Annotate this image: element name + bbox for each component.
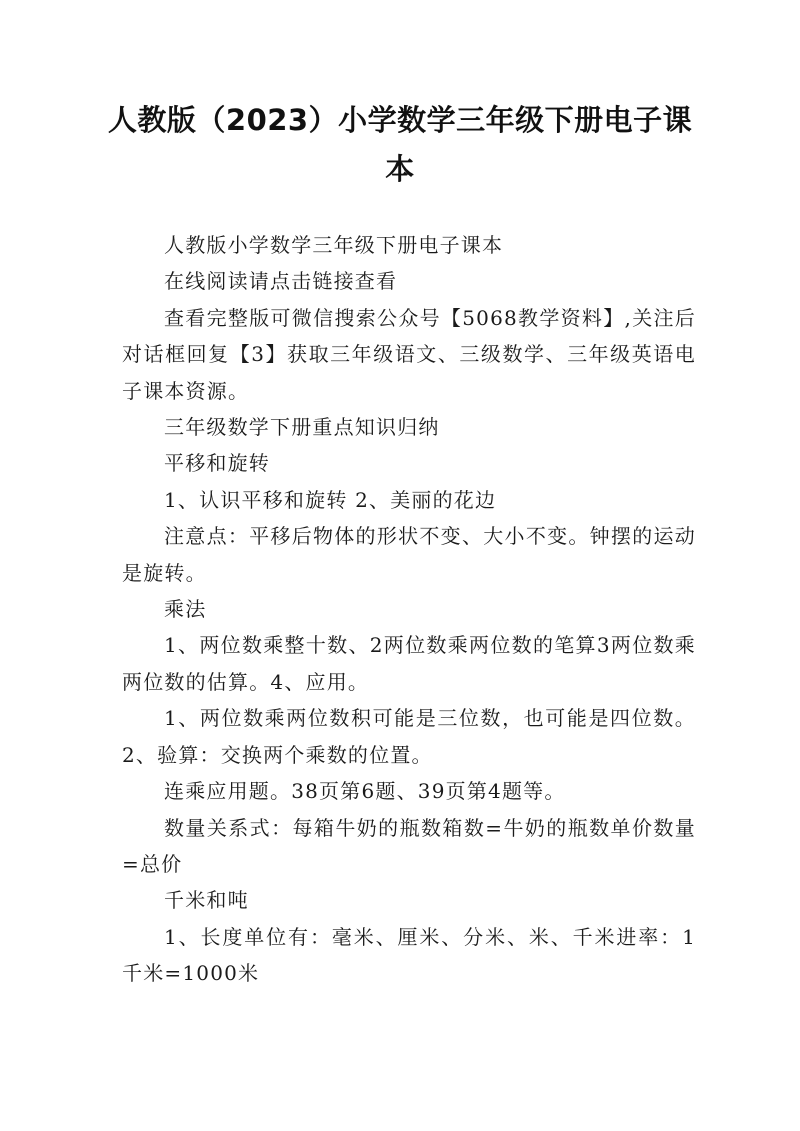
paragraph: 数量关系式：每箱牛奶的瓶数箱数=牛奶的瓶数单价数量=总价 [122, 815, 696, 876]
document-body [122, 227, 696, 992]
section-heading: 乘法 [164, 597, 207, 622]
paragraph: 1、认识平移和旋转 2、美丽的花边 [164, 487, 497, 512]
section-heading: 平移和旋转 [164, 451, 270, 476]
paragraph: 1、两位数乘整十数、2两位数乘两位数的笔算3两位数乘两位数的估算。4、应用。 [122, 633, 696, 694]
paragraph: 1、两位数乘两位数积可能是三位数，也可能是四位数。2、验算：交换两个乘数的位置。 [122, 706, 696, 767]
paragraph: 人教版小学数学三年级下册电子课本 [164, 233, 504, 257]
paragraph: 连乘应用题。38页第6题、39页第4题等。 [164, 779, 566, 804]
paragraph: 查看完整版可微信搜索公众号【5068教学资料】,关注后对话框回复【3】获取三年级语文、三级数学、三年级英语电子课本资源。 [122, 305, 696, 403]
section-heading: 千米和吨 [164, 888, 249, 913]
document-title: 人教版（2023）小学数学三年级下册电子课本 [107, 103, 693, 186]
paragraph: 1、长度单位有：毫米、厘米、分米、米、千米进率：1千米=1000米 [122, 924, 696, 986]
paragraph: 注意点：平移后物体的形状不变、大小不变。钟摆的运动是旋转。 [122, 524, 696, 585]
section-heading: 三年级数学下册重点知识归纳 [164, 415, 440, 440]
paragraph: 在线阅读请点击链接查看 [164, 269, 398, 294]
